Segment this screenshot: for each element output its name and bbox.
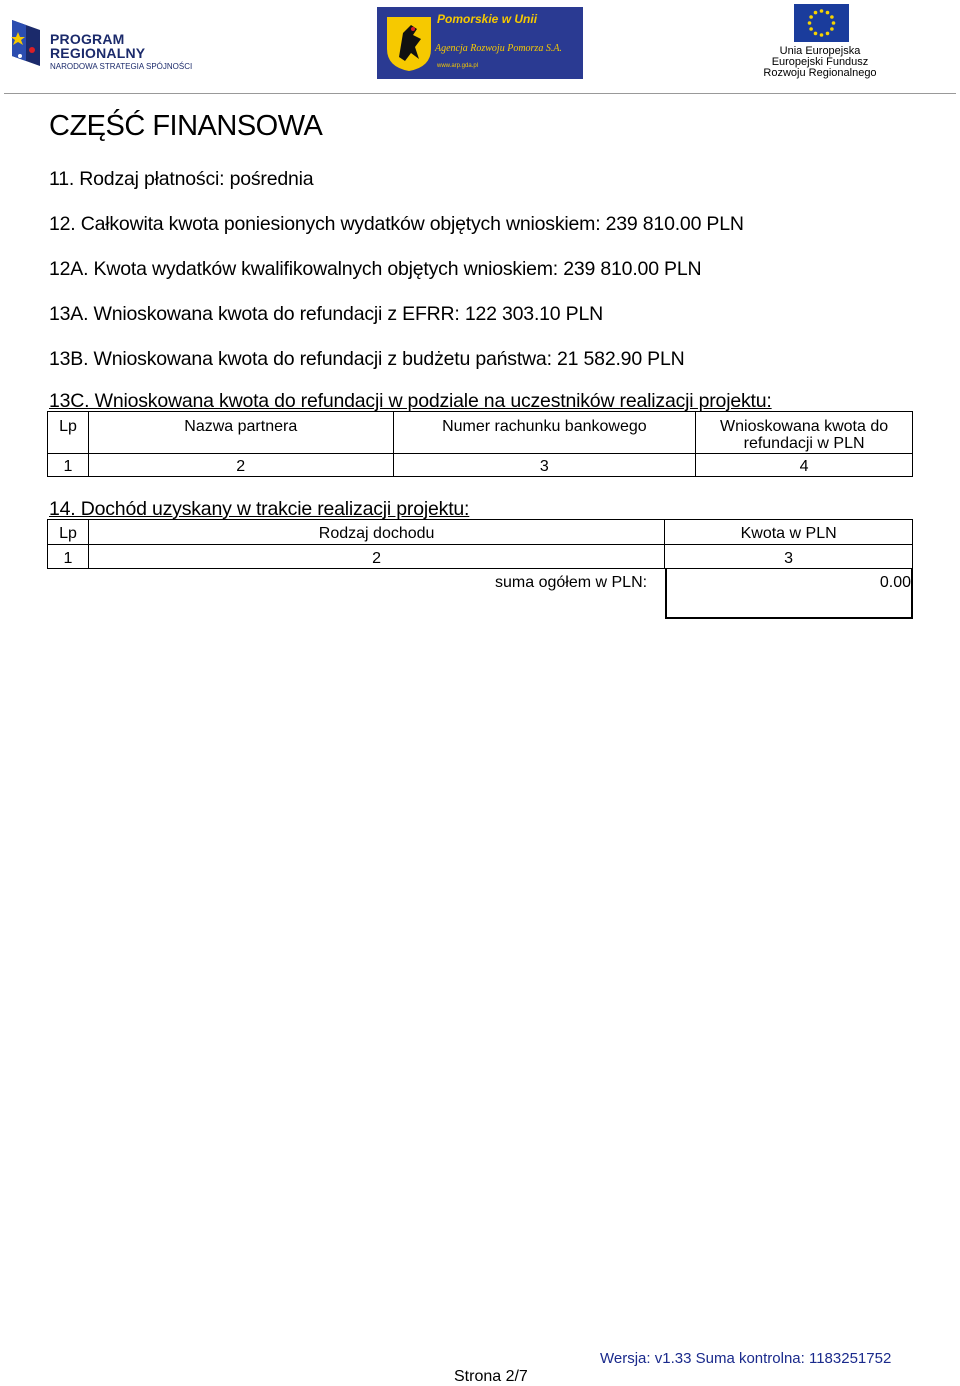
- sum-total-value: 0.00: [879, 574, 911, 591]
- col-number: 1: [48, 545, 89, 569]
- table-header-row: [48, 520, 913, 545]
- col-header-lp: Lp: [48, 412, 89, 454]
- col-number: 1: [48, 454, 89, 477]
- sum-total-box: [665, 569, 913, 619]
- program-logo-title: PROGRAM REGIONALNY: [50, 31, 146, 61]
- eu-logo-caption: [760, 46, 880, 79]
- item-12-total-expenses: 12. Całkowita kwota poniesionych wydatków objętych wnioskiem: 239 810.00 PLN: [49, 213, 744, 235]
- griffin-coat-of-arms-icon: [381, 13, 437, 73]
- eu-flag-icon: [794, 4, 849, 42]
- item-14-heading: 14. Dochód uzyskany w trakcie realizacji projektu:: [49, 498, 470, 520]
- col-number: 2: [88, 454, 393, 477]
- col-number: 2: [88, 545, 664, 569]
- item-11-payment-type: 11. Rodzaj płatności: pośrednia: [49, 168, 314, 190]
- program-regionalny-logo: [6, 16, 206, 72]
- col-header-partner-name: Nazwa partnera: [88, 412, 393, 454]
- table-14-income: [47, 519, 913, 569]
- col-number: 3: [665, 545, 913, 569]
- eu-logo-line: Unia Europejska: [779, 45, 861, 57]
- section-title: CZĘŚĆ FINANSOWA: [49, 110, 323, 142]
- eu-logo-line: Rozwoju Regionalnego: [763, 67, 877, 79]
- col-header-lp: Lp: [48, 520, 89, 545]
- star-flag-icon: [6, 16, 46, 72]
- table-13c-refund-by-participant: [47, 411, 913, 477]
- item-13b-state-budget-refund: 13B. Wnioskowana kwota do refundacji z budżetu państwa: 21 582.90 PLN: [49, 348, 685, 370]
- pomorskie-logo-subtitle: Agencja Rozwoju Pomorza S.A.: [435, 43, 562, 54]
- col-header-amount: Kwota w PLN: [665, 520, 913, 545]
- item-12a-eligible-expenses: 12A. Kwota wydatków kwalifikowalnych objętych wnioskiem: 239 810.00 PLN: [49, 258, 702, 280]
- item-13a-efrr-refund: 13A. Wnioskowana kwota do refundacji z EFRR: 122 303.10 PLN: [49, 303, 604, 325]
- footer-version-checksum: Wersja: v1.33 Suma kontrolna: 1183251752: [600, 1350, 892, 1367]
- pomorskie-logo-title: Pomorskie w Unii: [437, 12, 538, 26]
- pomorskie-logo-url: www.arp.gda.pl: [437, 63, 479, 69]
- table-header-row: [48, 412, 913, 454]
- col-header-requested-amount: Wnioskowana kwota do refundacji w PLN: [696, 412, 913, 454]
- table-number-row: [48, 545, 913, 569]
- eu-logo-line: Europejski Fundusz: [771, 56, 869, 68]
- col-header-bank-account: Numer rachunku bankowego: [393, 412, 696, 454]
- pomorskie-w-unii-logo: [377, 7, 583, 79]
- program-logo-subtitle: NARODOWA STRATEGIA SPÓJNOŚCI: [50, 62, 193, 71]
- header-divider: [4, 93, 956, 94]
- footer-page-number: Strona 2/7: [454, 1368, 528, 1385]
- col-number: 4: [696, 454, 913, 477]
- col-number: 3: [393, 454, 696, 477]
- col-header-income-type: Rodzaj dochodu: [88, 520, 664, 545]
- item-13c-heading: 13C. Wnioskowana kwota do refundacji w podziale na uczestników realizacji projektu:: [49, 390, 772, 412]
- table-number-row: [48, 454, 913, 477]
- sum-total-label: suma ogółem w PLN:: [495, 574, 648, 591]
